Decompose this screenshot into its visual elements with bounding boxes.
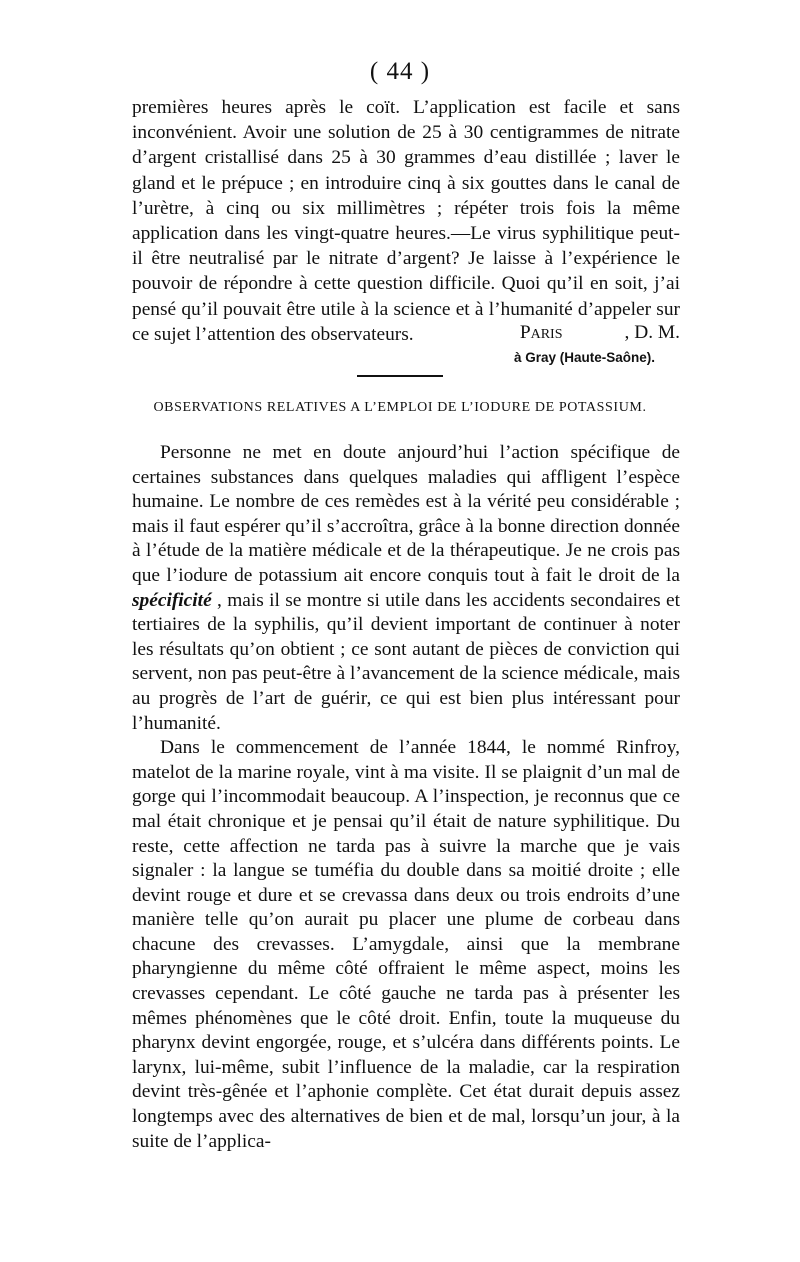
author-location: à Gray (Haute-Saône). — [513, 350, 655, 365]
section-divider — [357, 375, 443, 377]
page-number: ( 44 ) — [369, 58, 431, 85]
paragraph-intro-text-start: Personne ne met en doute anjourd’hui l’action spécifique de certaines substances dans quelques maladies qui affligent l’espèce humaine. Le nombre de ces remèdes est à la vérité peu considérable ; mais il faut espérer qu’il s’accroîtra, grâce à la bonne direction donnée à l’étude de la matière médicale et de la thérapeutique. Je ne crois pas que l’iodure de potassium ait encore conquis tout à fait le droit de la — [132, 442, 680, 586]
paragraph-intro — [132, 441, 680, 736]
paragraph-intro-text-end: , mais il se montre si utile dans les accidents secondaires et tertiaires de la syphilis, qu’il devient important de continuer à noter les résultats qu’on obtient ; ce sont autant de pièces de conviction qui servent, non pas peut-être à l’avancement de la science médicale, mais au progrès de l’art de guérir, ce qui est bien plus intéressant pour l’humanité. — [132, 589, 680, 734]
author-title: D. M. — [634, 322, 680, 343]
author-signature: Paris , D. M. — [519, 322, 680, 343]
continued-paragraph: premières heures après le coït. L’application est facile et sans inconvénient. Avoir une solution de 25 à 30 centigrammes de nitrate d’argent cristallisé dans 25 à 30 grammes d’eau distillée ; laver le gland et le prépuce ; en introduire cinq à six gouttes dans le canal de l’urètre, à cinq ou six millimètres ; répéter trois fois la même application dans les vingt-quatre heures.—Le virus syphilitique peut-il être neutralisé par le nitrate d’argent? Je laisse à l’expérience le pouvoir de répondre à cette question difficile. Quoi qu’il en soit, j’ai pensé qu’il pouvait être utile à la science et à l’humanité d’appeler sur ce sujet l’attention des observateurs. — [132, 97, 680, 345]
section-heading: OBSERVATIONS RELATIVES A L’EMPLOI DE L’IODURE DE POTASSIUM. — [153, 400, 647, 415]
paragraph-case-report: Dans le commencement de l’année 1844, le nommé Rinfroy, matelot de la marine royale, vint à ma visite. Il se plaignit d’un mal de gorge qui l’incommodait beaucoup. A l’inspection, je reconnus que ce mal était chronique et je pensai qu’il était de nature syphilitique. Du reste, cette affection ne tarda pas à suivre la marche que je vais signaler : la langue se tuméfia du double dans sa moitié droite ; elle devint rouge et dure et se crevassa dans deux ou trois endroits d’une manière telle qu’on aurait pu placer une plume de corbeau dans chacune des crevasses. L’amygdale, ainsi que la membrane pharyngienne du même côté offraient le même aspect, moins les crevasses cependant. Le côté gauche ne tarda pas à présenter les mêmes phénomènes que le côté droit. Enfin, toute la muqueuse du pharynx devint engorgée, rouge, et s’ulcéra dans différents points. Le larynx, lui-même, subit l’influence de la maladie, car la respiration devint très-gênée et l’aphonie complète. Cet état durait depuis assez longtemps avec des alternatives de bien et de mal, lorsqu’un jour, à la suite de l’applica- — [132, 737, 680, 1152]
emphasized-term: spécificité — [132, 589, 212, 611]
author-name: Paris — [519, 322, 563, 343]
article-body — [132, 441, 680, 1154]
continued-paragraph-block — [132, 95, 680, 347]
